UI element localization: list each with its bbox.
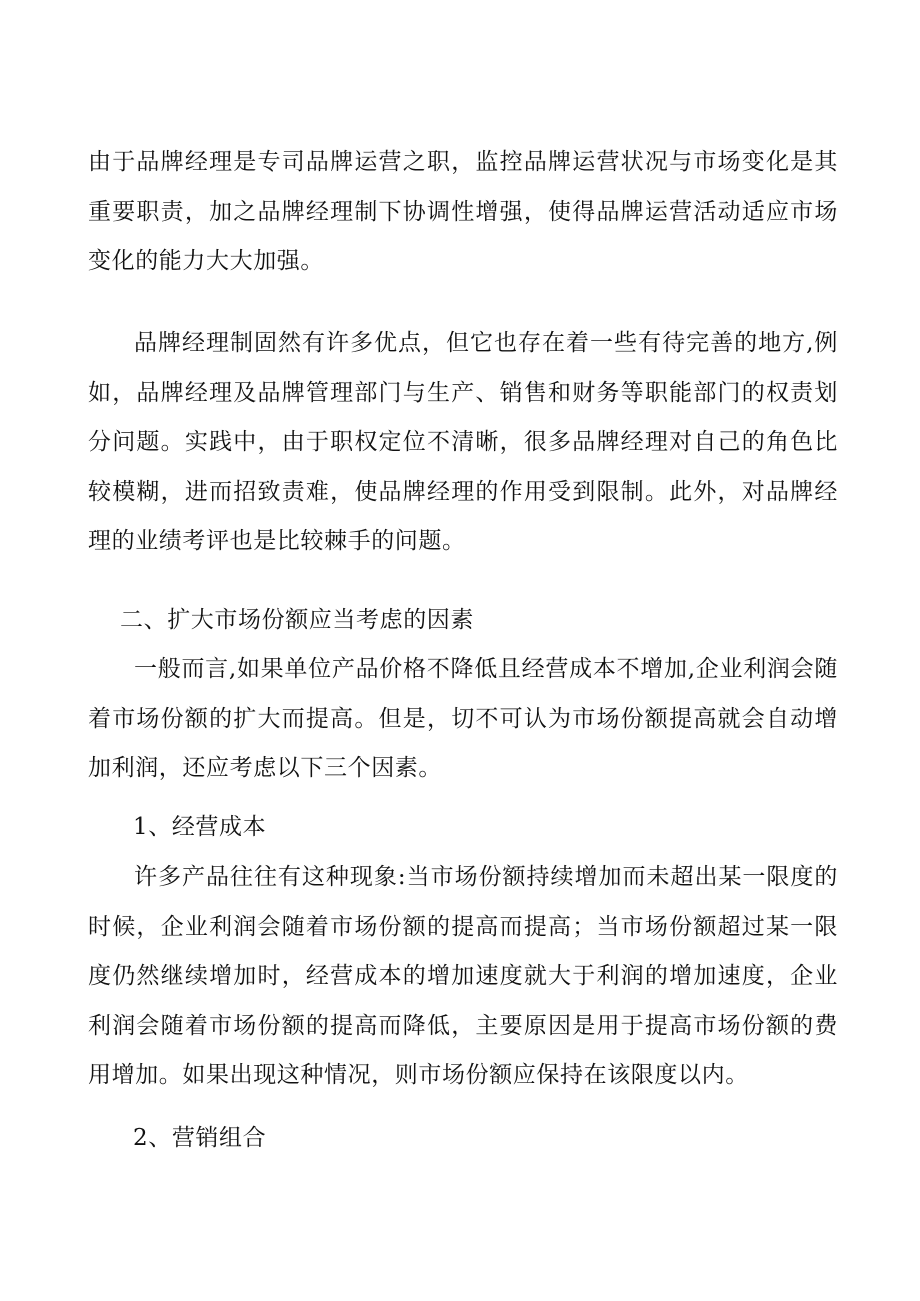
- subheading-marketing-mix: 2、营销组合: [133, 1125, 267, 1151]
- paragraph-brand-manager-issues: 品牌经理制固然有许多优点，但它也存在着一些有待完善的地方,例如，品牌经理及品牌管理部门与生产、销售和财务等职能部门的权责划分问题。实践中，由于职权定位不清晰，很多品牌经理对自己的角色比较模糊，进而招致责难，使品牌经理的作用受到限制。此外，对品牌经理的业绩考评也是比较棘手的问题。: [88, 330, 838, 554]
- section-heading-market-share-factors: 二、扩大市场份额应当考虑的因素: [120, 607, 474, 633]
- paragraph-market-share-profit: 一般而言,如果单位产品价格不降低且经营成本不增加,企业利润会随着市场份额的扩大而提高。但是，切不可认为市场份额提高就会自动增加利润，还应考虑以下三个因素。: [88, 656, 838, 781]
- paragraph-operating-cost: 许多产品往往有这种现象:当市场份额持续增加而未超出某一限度的时候，企业利润会随着市场份额的提高而提高；当市场份额超过某一限度仍然继续增加时，经营成本的增加速度就大于利润的增加速度，企业利润会随着市场份额的提高而降低，主要原因是用于提高市场份额的费用增加。如果出现这种情况，则市场份额应保持在该限度以内。: [88, 864, 838, 1088]
- paragraph-brand-manager-duty: 由于品牌经理是专司品牌运营之职，监控品牌运营状况与市场变化是其重要职责，加之品牌经理制下协调性增强，使得品牌运营活动适应市场变化的能力大大加强。: [88, 149, 838, 274]
- subheading-operating-cost: 1、经营成本: [133, 814, 267, 840]
